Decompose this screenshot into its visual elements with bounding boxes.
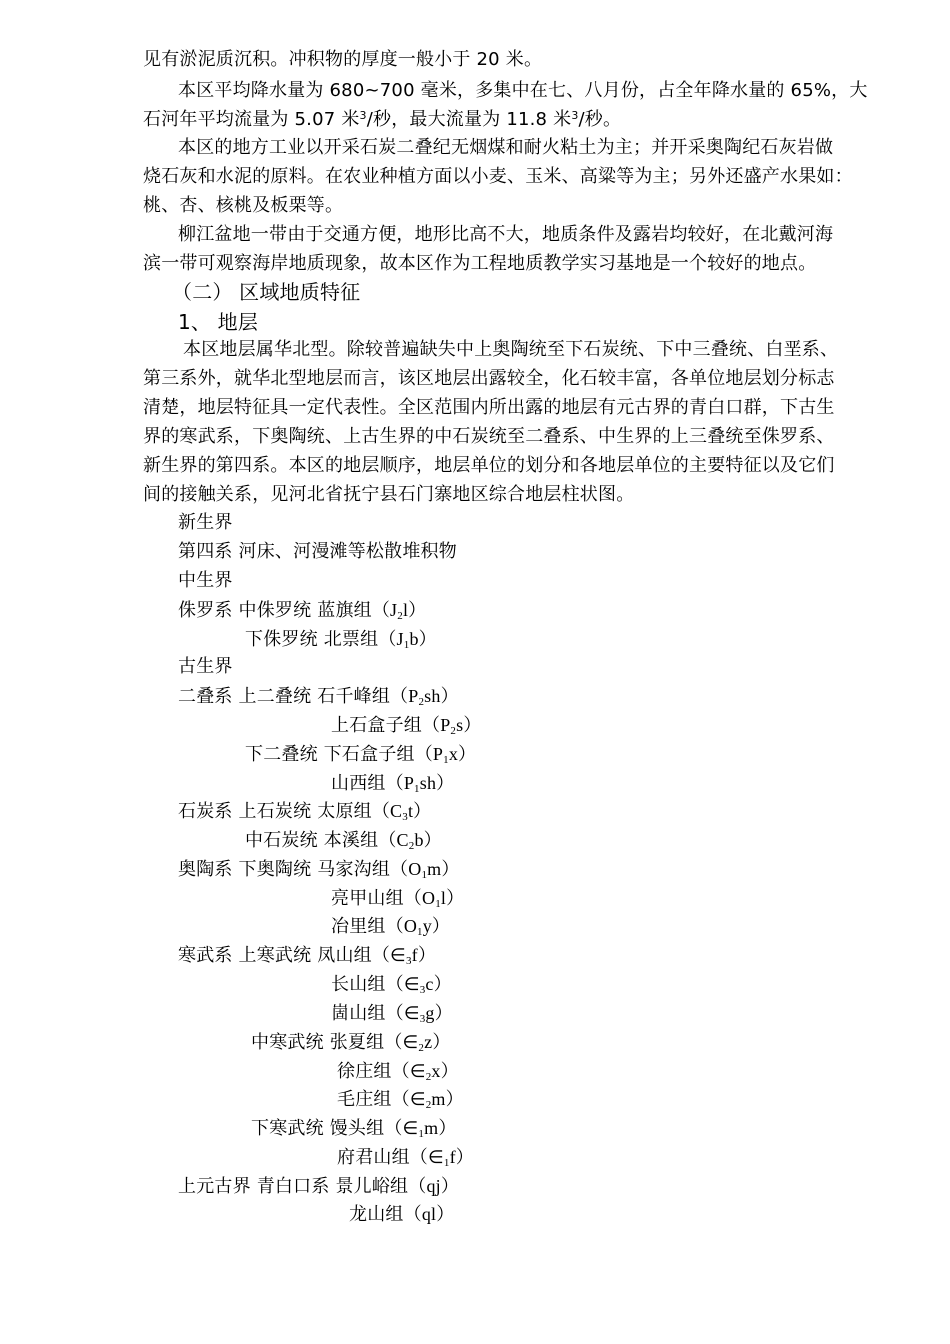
strata-code: $\in_1m$ (402, 1118, 439, 1140)
strata-bracket: ） (438, 1118, 457, 1139)
paragraph-line: 桃、杏、核桃及板栗等。 (143, 195, 344, 216)
strata-code: $\in_2m$ (409, 1089, 446, 1111)
strata-label: 上石盒子组（ (331, 715, 441, 736)
strata-formation (245, 743, 476, 766)
strata-label: 上元古界 青白口系 景儿峪组（ (178, 1176, 427, 1197)
strata-label: 侏罗系 中侏罗统 蓝旗组（ (178, 600, 391, 621)
strata-bracket: ） (417, 945, 437, 966)
strata-era: 古生界 (178, 656, 233, 677)
strata-formation (337, 1146, 474, 1169)
strata-code: $P_1sh$ (403, 773, 437, 795)
strata-formation (331, 714, 482, 737)
strata-code: $O_1l$ (422, 888, 447, 910)
strata-bracket: ） (418, 629, 437, 650)
strata-formation (337, 1060, 459, 1083)
paragraph-line: 清楚，地层特征具一定代表性。全区范围内所出露的地层有元古界的青白口群，下古生 (143, 397, 835, 418)
strata-label: 长山组（ (331, 974, 404, 995)
strata-label: 二叠系 上二叠统 石千峰组（ (178, 686, 409, 707)
strata-bracket: ） (440, 1176, 460, 1197)
strata-label: 下寒武统 馒头组（ (251, 1118, 403, 1139)
strata-bracket: ） (445, 1089, 464, 1110)
strata-formation (178, 800, 431, 823)
strata-label: 龙山组（ (349, 1204, 422, 1225)
strata-label: 寒武系 上寒武统 凤山组（ (178, 945, 391, 966)
strata-label: 石炭系 上石炭统 太原组（ (178, 801, 391, 822)
strata-formation (178, 944, 436, 967)
paragraph-line: 本区地层属华北型。除较普遍缺失中上奥陶统至下石炭统、下中三叠统、白垩系、 (183, 339, 839, 360)
paragraph-line: 界的寒武系，下奥陶统、上古生界的中石炭统至二叠系、中生界的上三叠统至侏罗系、 (143, 426, 835, 447)
strata-code: $\in_3f$ (390, 945, 418, 967)
paragraph-line: 本区的地方工业以开采石炭二叠纪无烟煤和耐火粘土为主；并开采奥陶纪石灰岩做 (178, 137, 834, 158)
strata-code: ql (421, 1204, 437, 1224)
strata-code: $\in_2z$ (402, 1032, 433, 1054)
strata-bracket: ） (463, 715, 482, 736)
strata-formation (337, 1088, 464, 1111)
strata-code: $\in_1f$ (428, 1147, 456, 1169)
strata-bracket: ） (441, 859, 460, 880)
superscript: 3 (359, 109, 367, 122)
strata-bracket: ） (458, 744, 477, 765)
paragraph-line: 烧石灰和水泥的原料。在农业种植方面以小麦、玉米、高粱等为主；另外还盛产水果如： (143, 166, 853, 187)
strata-code: $O_1m$ (408, 859, 442, 881)
paragraph-line: 新生界的第四系。本区的地层顺序，地层单位的划分和各地层单位的主要特征以及它们 (143, 455, 835, 476)
strata-formation (245, 829, 442, 852)
strata-label: 下侏罗统 北票组（ (245, 629, 397, 650)
strata-bracket: ） (455, 1147, 474, 1168)
strata-bracket: ） (434, 1003, 453, 1024)
strata-code: $C_3t$ (390, 801, 414, 823)
strata-label: 中寒武统 张夏组（ (251, 1032, 403, 1053)
strata-system: 第四系 河床、河漫滩等松散堆积物 (178, 541, 457, 562)
text-run: /秒。 (578, 109, 622, 130)
strata-label: 山西组（ (331, 773, 404, 794)
strata-era: 中生界 (178, 570, 233, 591)
strata-label: 下二叠统 下石盒子组（ (245, 744, 433, 765)
strata-code: $P_2s$ (440, 715, 464, 737)
strata-code: $J_1b$ (396, 629, 419, 651)
strata-code: $\in_2x$ (409, 1061, 441, 1083)
strata-formation (331, 772, 454, 795)
strata-code: qj (426, 1176, 441, 1196)
strata-formation (178, 1175, 459, 1198)
strata-formation (178, 599, 426, 622)
strata-formation (331, 915, 450, 938)
paragraph-line: 滨一带可观察海岸地质现象，故本区作为工程地质教学实习基地是一个较好的地点。 (143, 253, 817, 274)
paragraph-line: 见有淤泥质沉积。冲积物的厚度一般小于 20 米。 (143, 49, 543, 70)
text-run: 石河年平均流量为 5.07 米 (143, 109, 360, 130)
strata-bracket: ） (440, 686, 459, 707)
strata-formation (245, 628, 437, 651)
strata-formation (331, 973, 452, 996)
strata-bracket: ） (436, 773, 455, 794)
strata-label: 徐庄组（ (337, 1061, 410, 1082)
strata-bracket: ） (431, 916, 451, 937)
strata-bracket: ） (440, 1061, 459, 1082)
strata-code: $P_2sh$ (408, 686, 441, 708)
strata-label: 亮甲山组（ (331, 888, 422, 909)
strata-bracket: ） (436, 1204, 455, 1225)
strata-label: 冶里组（ (331, 916, 404, 937)
strata-code: $C_2b$ (396, 830, 424, 852)
strata-formation (178, 685, 459, 708)
paragraph-line: 本区平均降水量为 680~700 毫米，多集中在七、八月份，占全年降水量的 65%，大 (178, 80, 868, 101)
strata-bracket: ） (408, 600, 427, 621)
subsection-heading: 1、 地层 (178, 310, 259, 334)
strata-bracket: ） (446, 888, 465, 909)
strata-formation (331, 887, 464, 910)
strata-formation (349, 1203, 454, 1226)
strata-label: 府君山组（ (337, 1147, 428, 1168)
strata-bracket: ） (423, 830, 442, 851)
strata-formation (331, 1002, 453, 1025)
strata-code: $\in_3g$ (403, 1003, 435, 1025)
strata-code: $\in_3c$ (403, 974, 434, 996)
strata-label: 毛庄组（ (337, 1089, 410, 1110)
strata-code: $O_1y$ (403, 916, 432, 938)
paragraph-line: 柳江盆地一带由于交通方便，地形比高不大，地质条件及露岩均较好，在北戴河海 (178, 224, 834, 245)
paragraph-line (143, 109, 621, 131)
strata-label: 奥陶系 下奥陶统 马家沟组（ (178, 859, 409, 880)
text-run: /秒，最大流量为 11.8 米 (366, 109, 572, 130)
strata-bracket: ） (433, 974, 452, 995)
section-heading: （二） 区域地质特征 (172, 280, 361, 304)
paragraph-line: 第三系外，就华北型地层而言，该区地层出露较全，化石较丰富，各单位地层划分标志 (143, 368, 835, 389)
strata-bracket: ） (413, 801, 432, 822)
strata-formation (251, 1031, 451, 1054)
paragraph-line: 间的接触关系，见河北省抚宁县石门寨地区综合地层柱状图。 (143, 484, 635, 505)
strata-era: 新生界 (178, 512, 233, 533)
strata-bracket: ） (432, 1032, 451, 1053)
strata-formation (178, 858, 460, 881)
strata-formation (251, 1117, 457, 1140)
strata-code: $P_1x$ (432, 744, 459, 766)
strata-label: 崮山组（ (331, 1003, 404, 1024)
strata-code: $J_2l$ (390, 600, 409, 622)
superscript: 3 (571, 109, 579, 122)
strata-label: 中石炭统 本溪组（ (245, 830, 397, 851)
